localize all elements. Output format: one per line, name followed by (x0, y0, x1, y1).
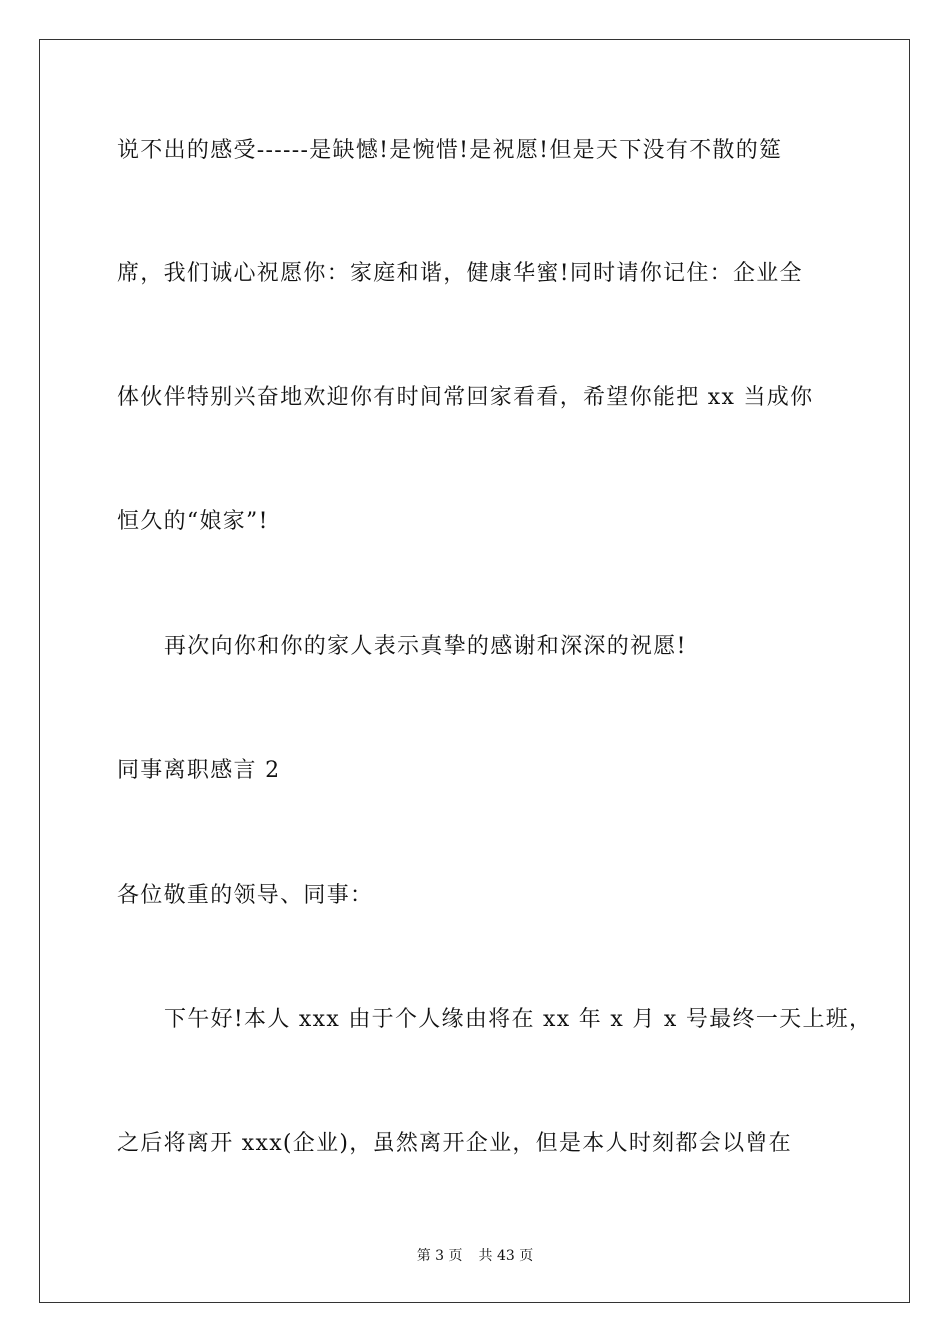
paragraph-line: 再次向你和你的家人表示真挚的感谢和深深的祝愿! (164, 634, 687, 659)
paragraph-line: 下午好!本人 xxx 由于个人缘由将在 xx 年 x 月 x 号最终一天上班， (164, 1007, 873, 1032)
page-total: 共 43 页 (478, 1248, 534, 1264)
body-line: 说不出的感受------是缺憾!是惋惜!是祝愿!但是天下没有不散的筵 (117, 138, 783, 163)
body-line: 恒久的“娘家”! (117, 509, 269, 534)
page-number: 第 3 页 (416, 1248, 463, 1264)
salutation-line: 各位敬重的领导、同事： (117, 883, 374, 908)
body-line: 体伙伴特别兴奋地欢迎你有时间常回家看看，希望你能把 xx 当成你 (117, 385, 814, 410)
body-line: 之后将离开 xxx(企业)，虽然离开企业，但是本人时刻都会以曾在 (117, 1131, 792, 1156)
page-footer (0, 1246, 950, 1266)
page-border (39, 39, 910, 1303)
body-line: 席，我们诚心祝愿你：家庭和谐，健康华蜜!同时请你记住：企业全 (117, 261, 803, 286)
section-heading: 同事离职感言 2 (117, 758, 281, 783)
